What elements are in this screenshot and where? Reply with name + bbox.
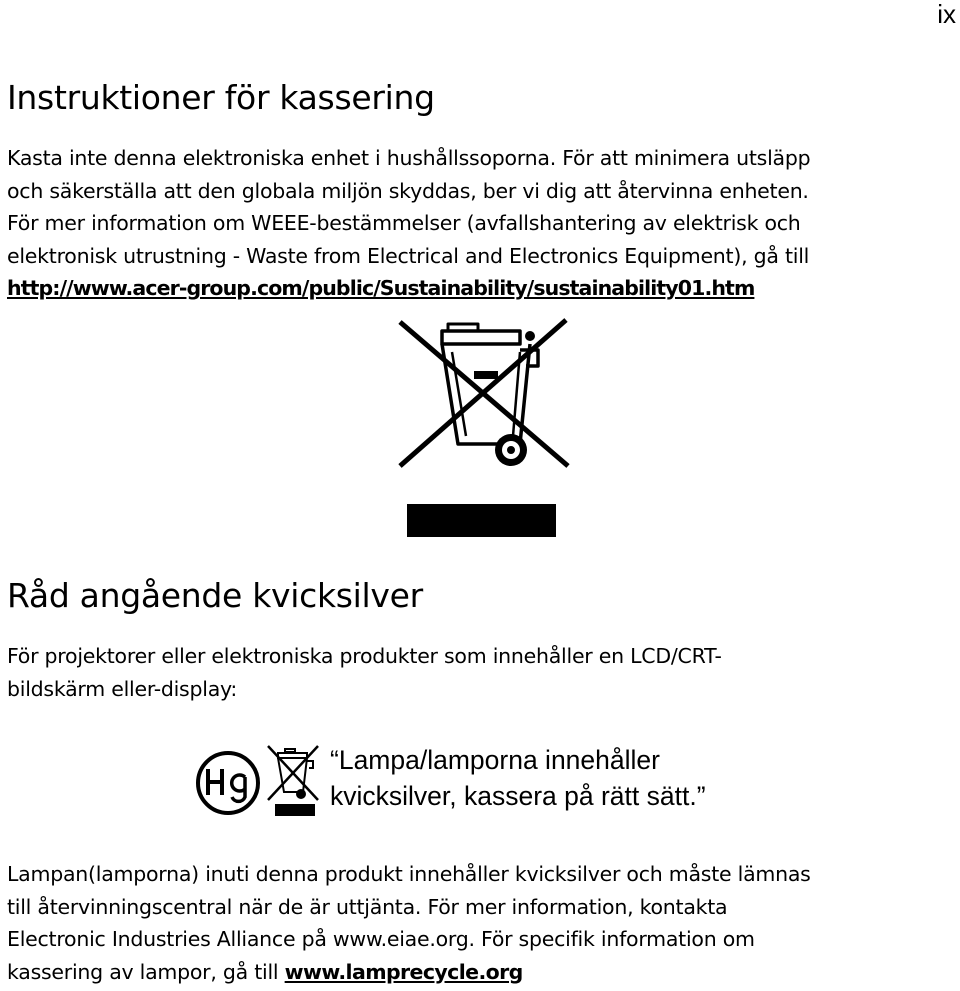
crossed-out-bin-icon: [265, 744, 321, 818]
mercury-warning: [330, 742, 706, 814]
mercury-heading: Råd angående kvicksilver: [7, 576, 423, 615]
mercury-paragraph: [7, 858, 811, 988]
mercury-warning-line: kvicksilver, kassera på rätt sätt.”: [330, 781, 706, 811]
mercury-line: Lampan(lamporna) inuti denna produkt innehåller kvicksilver och måste lämnas: [7, 862, 811, 886]
mercury-line: Electronic Industries Alliance på www.eiae.org. För specifik information om: [7, 927, 755, 951]
disposal-line: och säkerställa att den globala miljön skyddas, ber vi dig att återvinna enheten.: [7, 178, 809, 203]
disposal-line: elektronisk utrustning - Waste from Electrical and Electronics Equipment), gå till: [7, 243, 810, 268]
mercury-intro: [7, 640, 722, 705]
disposal-line: Kasta inte denna elektroniska enhet i hushållssoporna. För att minimera utsläpp: [7, 146, 811, 170]
mercury-line: till återvinningscentral när de är uttjänta. För mer information, kontakta: [7, 894, 728, 919]
mercury-line-text: kassering av lampor, gå till: [7, 959, 285, 984]
lamprecycle-link[interactable]: www.lamprecycle.org: [284, 959, 523, 984]
page-number: ix: [937, 0, 956, 29]
crossed-out-wheelie-bin-icon: [370, 314, 570, 540]
mercury-line: [7, 956, 811, 989]
mercury-intro-line: För projektorer eller elektroniska produkter som innehåller en LCD/CRT-: [7, 644, 722, 668]
disposal-heading: Instruktioner för kassering: [7, 78, 435, 117]
disposal-paragraph: [7, 142, 810, 305]
weee-info-link[interactable]: http://www.acer-group.com/public/Sustainability/sustainability01.htm: [7, 276, 755, 300]
disposal-line: För mer information om WEEE-bestämmelser (avfallshantering av elektrisk och: [7, 211, 801, 235]
mercury-warning-line: “Lampa/lamporna innehåller: [330, 745, 660, 775]
mercury-intro-line: bildskärm eller-display:: [7, 676, 238, 701]
hg-symbol-icon: [195, 750, 261, 816]
mercury-notice: [190, 740, 790, 830]
